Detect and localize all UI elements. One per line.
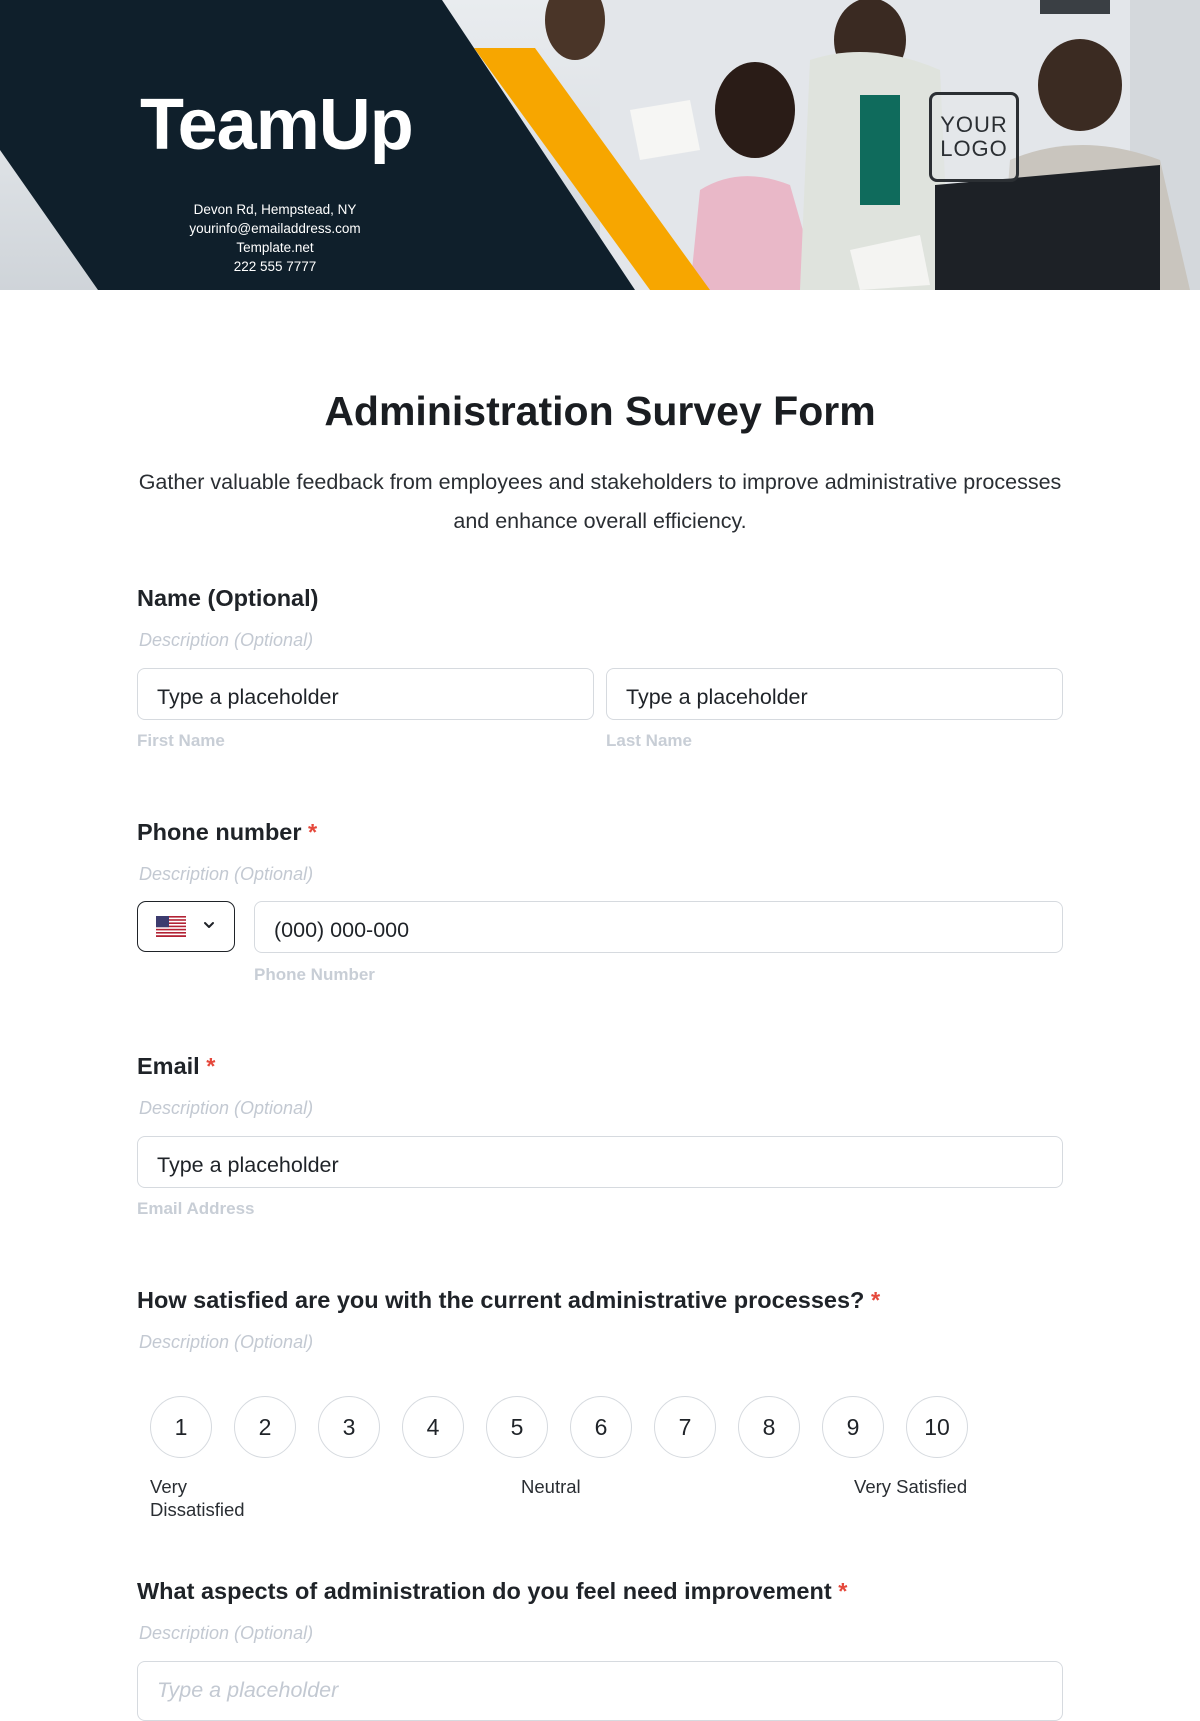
brand-name: TeamUp	[140, 85, 413, 165]
phone-description: Description (Optional)	[139, 864, 314, 884]
contact-email: yourinfo@emailaddress.com	[189, 221, 361, 236]
first-name-input[interactable]: Type a placeholder	[137, 668, 594, 720]
scale-high-label: Very Satisfied	[854, 1476, 968, 1497]
last-name-input[interactable]: Type a placeholder	[606, 668, 1063, 720]
improvement-label-text: What aspects of administration do you feel need improvement	[137, 1578, 832, 1604]
rating-option-6[interactable]: 6	[570, 1396, 632, 1458]
header-banner	[0, 0, 1200, 290]
phone-label	[137, 819, 317, 846]
improvement-input[interactable]: Type a placeholder	[137, 1661, 1063, 1721]
scale-low-label-line-2: Dissatisfied	[150, 1499, 245, 1520]
rating-option-8[interactable]: 8	[738, 1396, 800, 1458]
required-mark: *	[870, 1287, 881, 1313]
chevron-down-icon	[202, 918, 216, 932]
rating-option-1[interactable]: 1	[150, 1396, 212, 1458]
name-description: Description (Optional)	[139, 630, 314, 650]
required-mark: *	[308, 819, 318, 845]
logo-line-1: YOUR	[940, 112, 1008, 137]
logo-line-2: LOGO	[940, 136, 1008, 161]
first-name-sublabel: First Name	[137, 731, 225, 750]
contact-website: Template.net	[236, 240, 314, 255]
satisfaction-label-text: How satisfied are you with the current administrative processes?	[137, 1287, 865, 1313]
contact-phone: 222 555 7777	[233, 259, 317, 274]
improvement-description: Description (Optional)	[139, 1623, 314, 1643]
phone-sublabel: Phone Number	[254, 965, 375, 984]
scale-low-label-line-1: Very	[150, 1476, 188, 1497]
last-name-sublabel: Last Name	[606, 731, 692, 750]
logo-placeholder	[929, 92, 1019, 182]
scale-mid-label: Neutral	[521, 1476, 581, 1497]
phone-input[interactable]: (000) 000-000	[254, 901, 1063, 953]
email-label-text: Email	[137, 1053, 200, 1079]
contact-info	[150, 200, 400, 276]
rating-option-3[interactable]: 3	[318, 1396, 380, 1458]
rating-option-4[interactable]: 4	[402, 1396, 464, 1458]
name-label: Name (Optional)	[137, 585, 319, 611]
rating-option-7[interactable]: 7	[654, 1396, 716, 1458]
satisfaction-label	[137, 1287, 880, 1314]
rating-option-5[interactable]: 5	[486, 1396, 548, 1458]
form-title: Administration Survey Form	[324, 388, 876, 434]
country-code-select[interactable]	[137, 901, 235, 952]
email-description: Description (Optional)	[139, 1098, 314, 1118]
rating-option-10[interactable]: 10	[906, 1396, 968, 1458]
email-sublabel: Email Address	[137, 1199, 255, 1218]
rating-option-9[interactable]: 9	[822, 1396, 884, 1458]
us-flag-icon	[156, 916, 186, 937]
improvement-label	[137, 1578, 847, 1605]
phone-label-text: Phone number	[137, 819, 302, 845]
rating-option-2[interactable]: 2	[234, 1396, 296, 1458]
email-input[interactable]: Type a placeholder	[137, 1136, 1063, 1188]
email-label	[137, 1053, 215, 1080]
form-description: Gather valuable feedback from employees and stakeholders to improve administrative processes and enhance overall efficiency.	[138, 470, 1062, 533]
required-mark: *	[838, 1578, 848, 1604]
scale-low-label	[150, 1475, 245, 1521]
contact-address: Devon Rd, Hempstead, NY	[193, 202, 357, 217]
satisfaction-description: Description (Optional)	[139, 1332, 314, 1352]
required-mark: *	[206, 1053, 216, 1079]
